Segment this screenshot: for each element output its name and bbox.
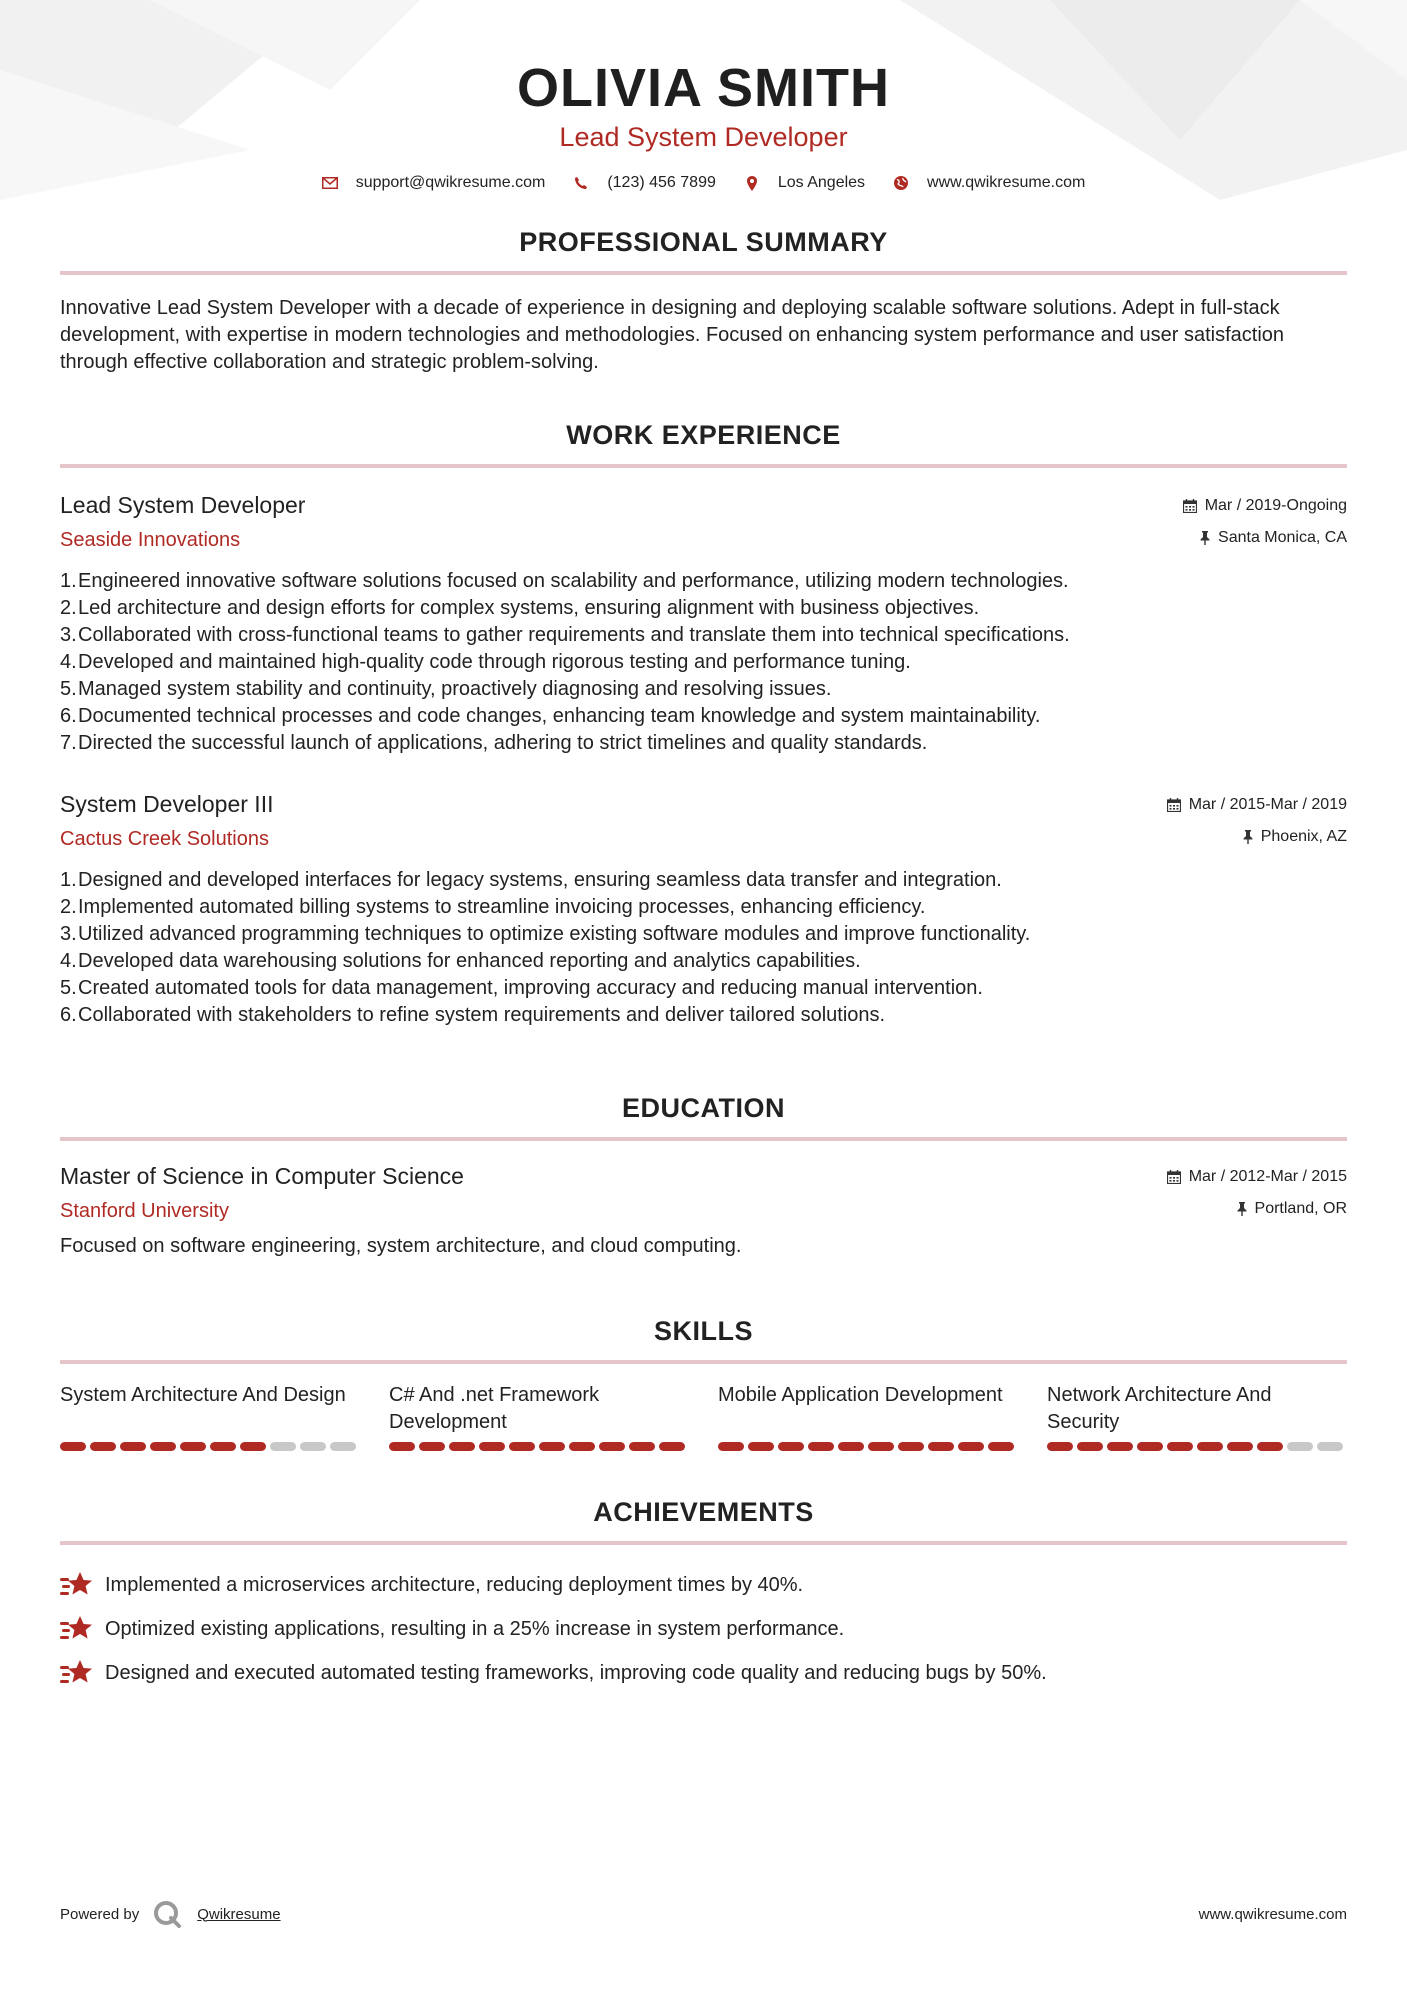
skill-segment-filled	[419, 1442, 445, 1451]
section-divider	[60, 1137, 1347, 1141]
summary-text: Innovative Lead System Developer with a decade of experience in designing and deploying scalable software solutions. Adept in full-stack development, with expertise in modern technologies and methodologies. Focused on enhancing system performance and user satisfaction through effective collaboration and strategic problem-solving.	[60, 297, 1285, 373]
pushpin-icon	[1243, 830, 1253, 844]
skill-rating-bar	[60, 1442, 360, 1451]
resume-header	[60, 0, 1347, 192]
degree: Master of Science in Computer Science	[60, 1163, 464, 1189]
education-heading: EDUCATION	[622, 1093, 785, 1123]
skill-segment-filled	[180, 1442, 206, 1451]
skill-rating-bar	[1047, 1442, 1347, 1451]
skill-name: Mobile Application Development	[718, 1384, 1003, 1406]
phone-icon	[573, 175, 589, 191]
skill-segment-filled	[1257, 1442, 1283, 1451]
achievements-list	[60, 1563, 1347, 1695]
section-divider	[60, 1360, 1347, 1364]
list-item: 3. Collaborated with cross-functional teams to gather requirements and translate them into technical specifications.	[60, 624, 1070, 646]
achievements-heading: ACHIEVEMENTS	[593, 1497, 814, 1527]
job-dates: Mar / 2019-Ongoing	[1204, 497, 1347, 514]
skill-segment-filled	[1197, 1442, 1223, 1451]
skill-segment-filled	[389, 1442, 415, 1451]
page-footer	[60, 1900, 1347, 1928]
skills-section	[60, 1314, 1347, 1451]
skill-item	[718, 1382, 1018, 1451]
job-company: Seaside Innovations	[60, 529, 241, 551]
list-item: 4. Developed data warehousing solutions for enhanced reporting and analytics capabilities.	[60, 950, 861, 972]
education-description: Focused on software engineering, system architecture, and cloud computing.	[60, 1235, 742, 1257]
skill-segment-filled	[1227, 1442, 1253, 1451]
website-text: www.qwikresume.com	[927, 174, 1086, 191]
achievement-item	[60, 1563, 1347, 1607]
skill-segment-filled	[838, 1442, 864, 1451]
skill-segment-filled	[629, 1442, 655, 1451]
skill-segment-filled	[1047, 1442, 1073, 1451]
skill-segment-filled	[778, 1442, 804, 1451]
list-item: 2. Implemented automated billing systems to streamline invoicing processes, enhancing efficiency.	[60, 896, 926, 918]
contact-location	[744, 174, 865, 192]
skill-segment-filled	[958, 1442, 984, 1451]
powered-by	[60, 1900, 281, 1928]
job-company: Cactus Creek Solutions	[60, 828, 269, 850]
skill-rating-bar	[718, 1442, 1018, 1451]
star-icon	[60, 1658, 94, 1688]
list-item: 4. Developed and maintained high-quality code through rigorous testing and performance tuning.	[60, 651, 911, 673]
section-divider	[60, 464, 1347, 468]
skill-segment-filled	[539, 1442, 565, 1451]
skill-segment-filled	[988, 1442, 1014, 1451]
skill-item	[389, 1382, 689, 1451]
skill-name: C# And .net Framework Development	[389, 1384, 600, 1433]
job-role: Lead System Developer	[60, 492, 306, 518]
experience-section	[60, 418, 1347, 1029]
email-text: support@qwikresume.com	[355, 174, 546, 191]
skill-rating-bar	[389, 1442, 689, 1451]
experience-heading: WORK EXPERIENCE	[566, 420, 841, 450]
skill-segment-empty	[270, 1442, 296, 1451]
education-section	[60, 1091, 1347, 1260]
powered-by-label: Powered by	[60, 1905, 140, 1923]
achievement-text: Optimized existing applications, resulting in a 25% increase in system performance.	[105, 1617, 845, 1640]
contact-phone[interactable]	[573, 174, 716, 192]
skill-segment-empty	[300, 1442, 326, 1451]
skill-segment-filled	[120, 1442, 146, 1451]
footer-website[interactable]: www.qwikresume.com	[1198, 1905, 1347, 1923]
job-entry	[60, 789, 1347, 1029]
list-item: 2. Led architecture and design efforts for complex systems, ensuring alignment with business objectives.	[60, 597, 980, 619]
candidate-name: OLIVIA SMITH	[517, 58, 890, 118]
candidate-title: Lead System Developer	[559, 122, 848, 152]
contact-email[interactable]	[322, 174, 546, 192]
list-item: 6. Documented technical processes and code changes, enhancing team knowledge and system maintainability.	[60, 705, 1041, 727]
skill-segment-filled	[1167, 1442, 1193, 1451]
section-divider	[60, 1541, 1347, 1545]
achievement-text: Designed and executed automated testing frameworks, improving code quality and reducing bugs by 50%.	[105, 1661, 1047, 1684]
achievement-text: Implemented a microservices architecture, reducing deployment times by 40%.	[105, 1573, 804, 1596]
skill-segment-filled	[808, 1442, 834, 1451]
skill-segment-filled	[210, 1442, 236, 1451]
skill-segment-filled	[90, 1442, 116, 1451]
job-bullets	[60, 568, 1347, 757]
skill-item	[1047, 1382, 1347, 1451]
list-item: 1. Designed and developed interfaces for legacy systems, ensuring seamless data transfer and integration.	[60, 869, 1002, 891]
job-dates: Mar / 2015-Mar / 2019	[1188, 796, 1347, 813]
globe-icon	[893, 175, 909, 191]
job-location: Phoenix, AZ	[1260, 828, 1347, 845]
pushpin-icon	[1200, 531, 1210, 545]
skill-segment-filled	[60, 1442, 86, 1451]
school: Stanford University	[60, 1200, 229, 1222]
skill-segment-filled	[748, 1442, 774, 1451]
job-role: System Developer III	[60, 791, 274, 817]
summary-section	[60, 225, 1347, 376]
skill-segment-filled	[659, 1442, 685, 1451]
calendar-icon	[1167, 1170, 1181, 1184]
star-icon	[60, 1614, 94, 1644]
calendar-icon	[1167, 798, 1181, 812]
skill-segment-filled	[150, 1442, 176, 1451]
achievement-item	[60, 1607, 1347, 1651]
job-location: Santa Monica, CA	[1218, 529, 1347, 546]
location-text: Los Angeles	[777, 174, 866, 191]
list-item: 7. Directed the successful launch of applications, adhering to strict timelines and quality standards.	[60, 732, 928, 754]
skills-grid	[60, 1382, 1347, 1451]
skill-name: Network Architecture And Security	[1047, 1384, 1272, 1433]
skill-segment-filled	[240, 1442, 266, 1451]
phone-text: (123) 456 7899	[607, 174, 716, 191]
achievements-section	[60, 1495, 1347, 1695]
summary-heading: PROFESSIONAL SUMMARY	[519, 227, 888, 257]
skill-segment-filled	[569, 1442, 595, 1451]
contact-website[interactable]	[893, 174, 1085, 192]
brand-link[interactable]: Qwikresume	[197, 1905, 281, 1923]
list-item: 1. Engineered innovative software solutions focused on scalability and performance, utilizing modern technologies.	[60, 570, 1069, 592]
list-item: 3. Utilized advanced programming techniques to optimize existing software modules and improve functionality.	[60, 923, 1031, 945]
skill-segment-filled	[599, 1442, 625, 1451]
education-entry	[60, 1161, 1347, 1260]
skill-item	[60, 1382, 360, 1451]
list-item: 5. Created automated tools for data management, improving accuracy and reducing manual intervention.	[60, 977, 983, 999]
contact-bar	[60, 174, 1347, 192]
envelope-icon	[322, 175, 338, 191]
map-pin-icon	[744, 175, 760, 191]
skill-segment-empty	[330, 1442, 356, 1451]
section-divider	[60, 271, 1347, 275]
skill-segment-filled	[479, 1442, 505, 1451]
list-item: 5. Managed system stability and continuity, proactively diagnosing and resolving issues.	[60, 678, 832, 700]
star-icon	[60, 1570, 94, 1600]
skill-segment-empty	[1317, 1442, 1343, 1451]
skill-segment-filled	[868, 1442, 894, 1451]
skill-segment-filled	[509, 1442, 535, 1451]
list-item: 6. Collaborated with stakeholders to refine system requirements and deliver tailored solutions.	[60, 1004, 886, 1026]
skill-segment-filled	[928, 1442, 954, 1451]
calendar-icon	[1183, 499, 1197, 513]
achievement-item	[60, 1651, 1347, 1695]
skill-segment-filled	[718, 1442, 744, 1451]
skill-segment-filled	[1077, 1442, 1103, 1451]
skill-segment-filled	[449, 1442, 475, 1451]
skill-segment-filled	[898, 1442, 924, 1451]
skill-segment-filled	[1107, 1442, 1133, 1451]
job-bullets	[60, 867, 1347, 1029]
pushpin-icon	[1237, 1202, 1247, 1216]
skill-name: System Architecture And Design	[60, 1384, 346, 1406]
qwikresume-logo-icon	[153, 1900, 183, 1928]
education-location: Portland, OR	[1254, 1200, 1347, 1217]
skill-segment-empty	[1287, 1442, 1313, 1451]
job-entry	[60, 490, 1347, 757]
skill-segment-filled	[1137, 1442, 1163, 1451]
skills-heading: SKILLS	[653, 1316, 753, 1346]
education-dates: Mar / 2012-Mar / 2015	[1188, 1168, 1347, 1185]
